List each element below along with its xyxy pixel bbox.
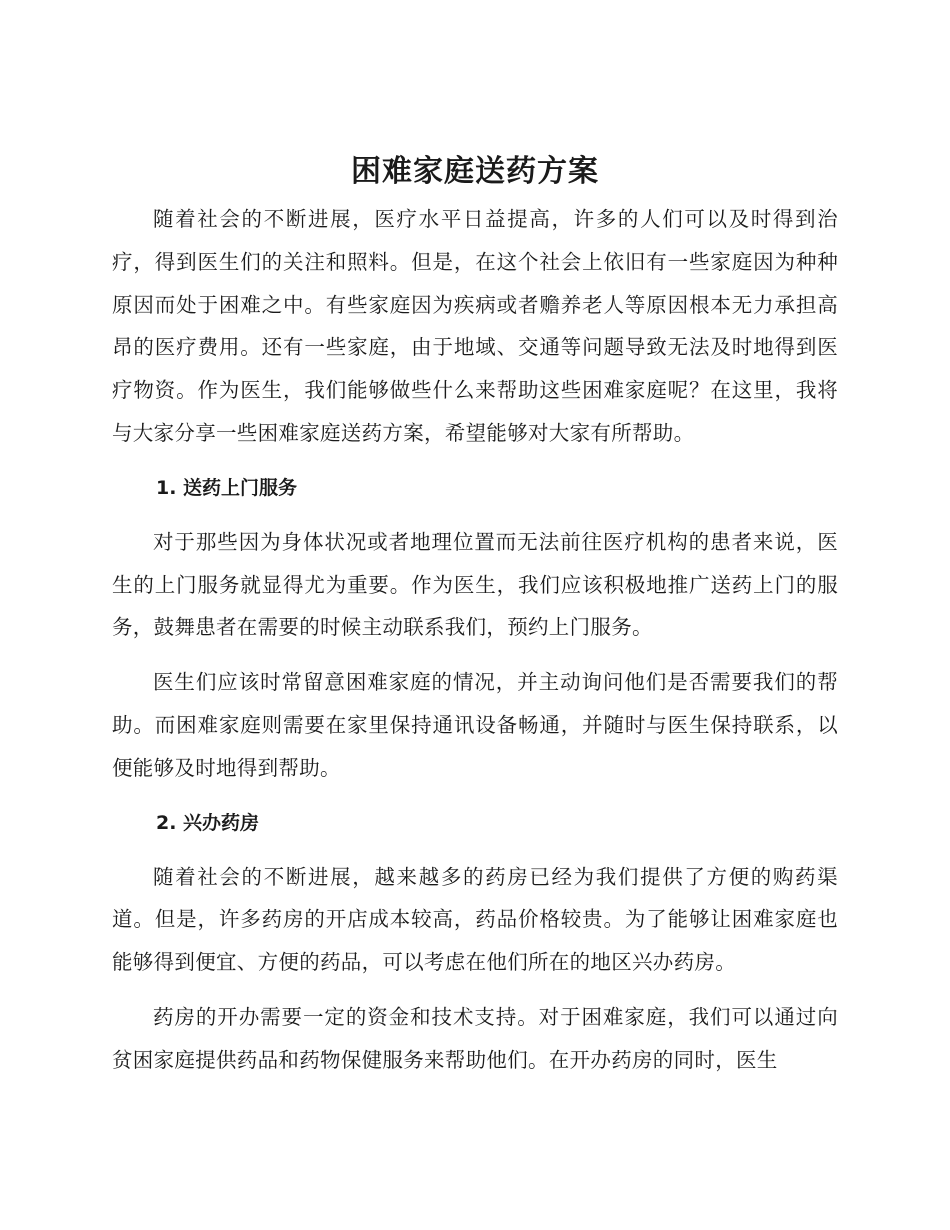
section-1-paragraph-1: 对于那些因为身体状况或者地理位置而无法前往医疗机构的患者来说，医生的上门服务就显得尤为重要。作为医生，我们应该积极地推广送药上门的服务，鼓舞患者在需要的时候主动联系我们，预约上门服务。 xyxy=(112,529,838,640)
intro-paragraph: 随着社会的不断进展，医疗水平日益提高，许多的人们可以及时得到治疗，得到医生们的关注和照料。但是，在这个社会上依旧有一些家庭因为种种原因而处于困难之中。有些家庭因为疾病或者赡养老人等原因根本无力承担高昂的医疗费用。还有一些家庭，由于地域、交通等问题导致无法及时地得到医疗物资。作为医生，我们能够做些什么来帮助这些困难家庭呢？在这里，我将与大家分享一些困难家庭送药方案，希望能够对大家有所帮助。 xyxy=(112,207,838,445)
page-title: 困难家庭送药方案 xyxy=(351,154,599,189)
section-2-paragraph-2: 药房的开办需要一定的资金和技术支持。对于困难家庭，我们可以通过向贫困家庭提供药品和药物保健服务来帮助他们。在开办药房的同时，医生 xyxy=(112,1004,838,1072)
section-heading-1: 1. 送药上门服务 xyxy=(156,476,298,499)
section-2-paragraph-1: 随着社会的不断进展，越来越多的药房已经为我们提供了方便的购药渠道。但是，许多药房的开店成本较高，药品价格较贵。为了能够让困难家庭也能够得到便宜、方便的药品，可以考虑在他们所在的地区兴办药房。 xyxy=(112,864,838,975)
section-1-paragraph-2: 医生们应该时常留意困难家庭的情况，并主动询问他们是否需要我们的帮助。而困难家庭则需要在家里保持通讯设备畅通，并随时与医生保持联系，以便能够及时地得到帮助。 xyxy=(112,670,838,780)
section-heading-2: 2. 兴办药房 xyxy=(156,811,260,834)
